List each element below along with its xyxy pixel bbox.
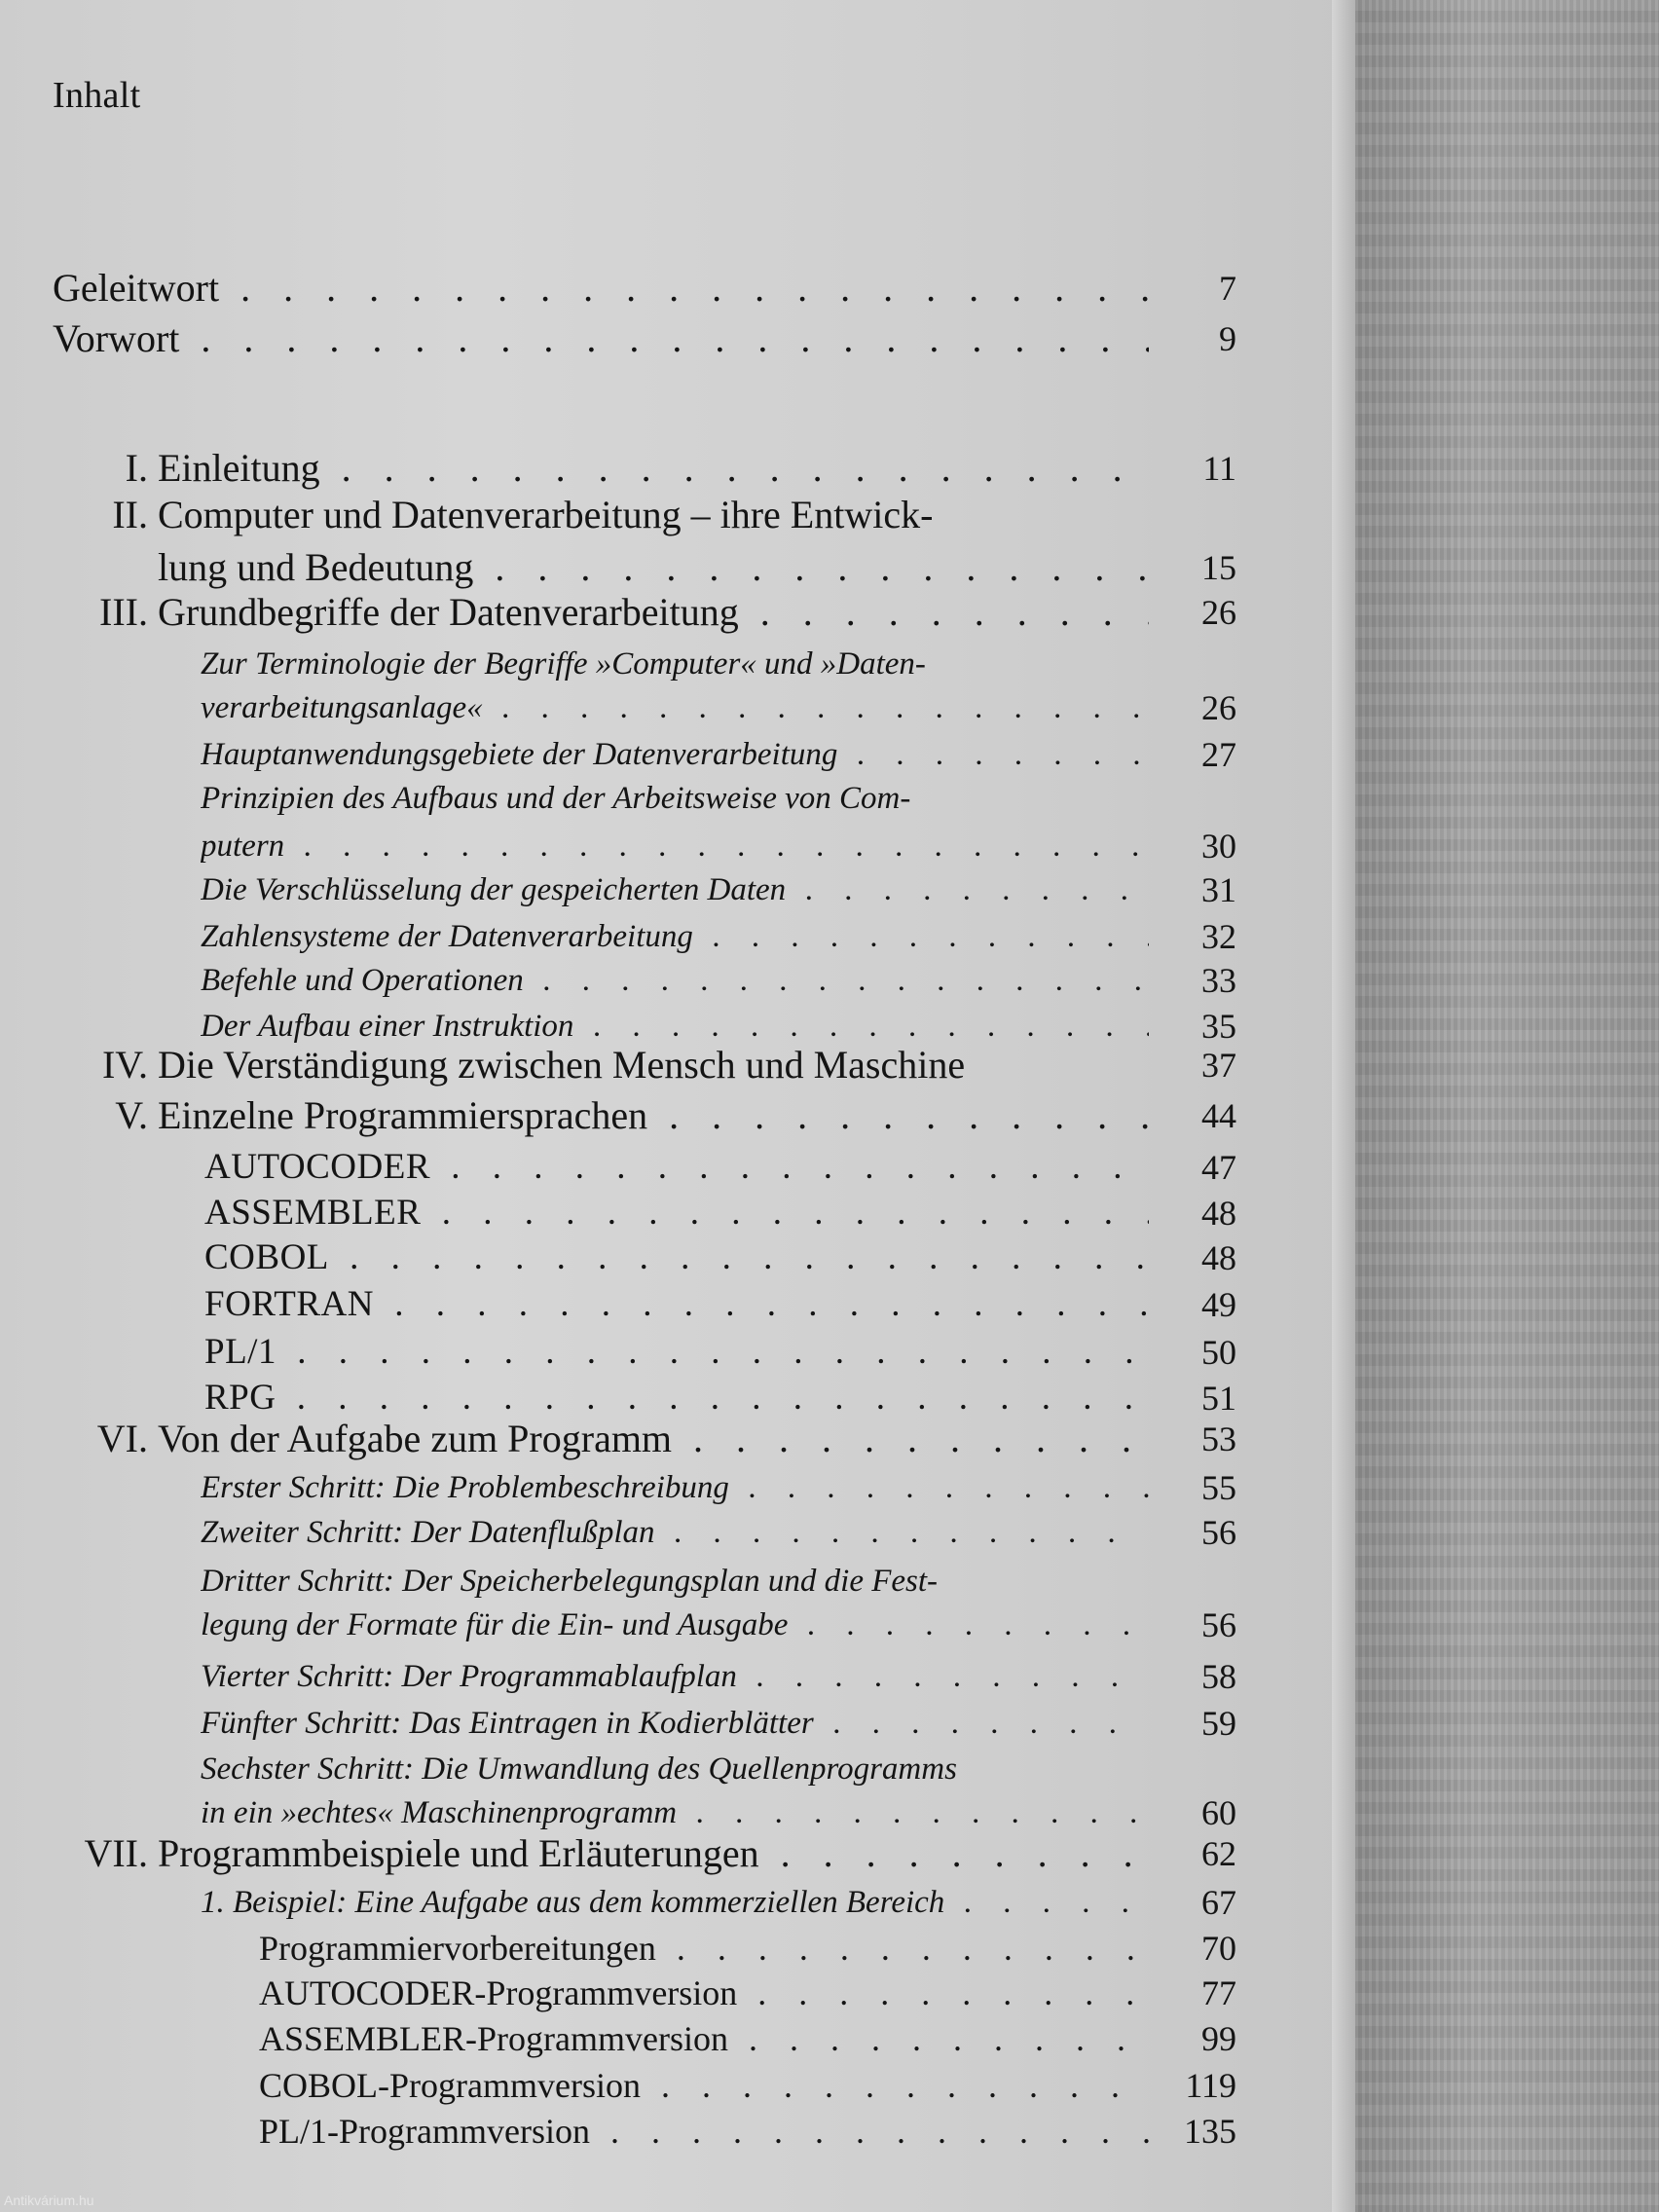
page-number: 9: [1219, 319, 1236, 358]
chapter-number: V.: [115, 1093, 148, 1137]
entry-title: Programmbeispiele und Erläuterungen . . .: [158, 1830, 1149, 1877]
entry-title: lung und Bedeutung . . .: [158, 544, 1149, 591]
page-number: 7: [1219, 269, 1236, 308]
toc-entry: [0, 775, 1355, 822]
entry-title: putern . . .: [201, 823, 1149, 869]
entry-title: COBOL-Programmversion . . .: [259, 2062, 1149, 2109]
entry-title: Die Verständigung zwischen Mensch und Maschine: [158, 1043, 966, 1087]
chapter-number: VI.: [96, 1417, 148, 1460]
toc-entry: [0, 2015, 1355, 2062]
toc-entry: [0, 544, 1355, 591]
background-surface: [1355, 0, 1659, 2212]
toc-entry: [0, 445, 1355, 492]
chapter-number: II.: [112, 493, 148, 536]
toc-entry: [0, 1092, 1355, 1139]
toc-entry: [0, 1042, 1355, 1088]
page-number: 32: [1201, 917, 1236, 956]
page-number: 59: [1201, 1704, 1236, 1743]
toc-entry: [0, 866, 1355, 913]
toc-entry: [0, 1789, 1355, 1836]
entry-title: Vorwort . . .: [53, 315, 1149, 362]
entry-title: in ein »echtes« Maschinenprogramm . . .: [201, 1789, 1149, 1836]
entry-title: Zahlensysteme der Datenverarbeitung . . .: [201, 913, 1149, 960]
toc-entry: [0, 1375, 1355, 1421]
page-number: 56: [1201, 1513, 1236, 1552]
toc-entry: [0, 1830, 1355, 1877]
toc-entry: [0, 823, 1355, 869]
toc-entry: [0, 913, 1355, 960]
entry-title: PL/1-Programmversion . . .: [259, 2108, 1149, 2155]
toc-entry: [0, 1190, 1355, 1236]
page-number: 27: [1201, 735, 1236, 774]
page-number: 48: [1201, 1238, 1236, 1277]
page-number: 31: [1201, 870, 1236, 909]
page-number: 56: [1201, 1605, 1236, 1644]
entry-title: Zweiter Schritt: Der Datenflußplan . . .: [201, 1509, 1149, 1556]
toc-entry: [0, 957, 1355, 1004]
chapter-number: III.: [99, 590, 148, 634]
toc-entry: [0, 1925, 1355, 1972]
page-number: 62: [1201, 1834, 1236, 1873]
page-number: 70: [1201, 1929, 1236, 1968]
page-title: Inhalt: [53, 75, 141, 116]
entry-title: AUTOCODER . . .: [204, 1144, 1149, 1191]
toc-entry: [0, 492, 1355, 538]
toc-entry: [0, 1329, 1355, 1376]
toc-entry: [0, 1558, 1355, 1604]
entry-title: ASSEMBLER-Programmversion . . .: [259, 2015, 1149, 2062]
toc-entry: [0, 641, 1355, 687]
chapter-number: IV.: [101, 1043, 148, 1087]
entry-title: RPG . . .: [204, 1375, 1149, 1421]
toc-entry: [0, 1602, 1355, 1648]
page-number: 44: [1201, 1096, 1236, 1135]
page-number: 135: [1184, 2112, 1236, 2151]
entry-title: Zur Terminologie der Begriffe »Computer« und »Daten-: [201, 646, 926, 682]
entry-title: Programmiervorbereitungen . . .: [259, 1925, 1149, 1972]
entry-title: Einleitung . . .: [158, 445, 1149, 492]
page-number: 26: [1201, 593, 1236, 632]
page-number: 49: [1201, 1285, 1236, 1324]
page-number: 58: [1201, 1657, 1236, 1696]
entry-title: Einzelne Programmiersprachen . . .: [158, 1092, 1149, 1139]
toc-entry: [0, 2062, 1355, 2109]
entry-title: COBOL . . .: [204, 1235, 1149, 1281]
entry-title: Geleitwort . . .: [53, 265, 1149, 312]
entry-title: Sechster Schritt: Die Umwandlung des Quellenprogramms: [201, 1751, 957, 1787]
page-number: 26: [1201, 688, 1236, 727]
toc-entry: [0, 1416, 1355, 1462]
entry-title: AUTOCODER-Programmversion . . .: [259, 1970, 1149, 2016]
toc-entry: [0, 1281, 1355, 1328]
toc-entry: [0, 731, 1355, 778]
entry-title: verarbeitungsanlage« . . .: [201, 684, 1149, 731]
entry-title: Die Verschlüsselung der gespeicherten Daten . . .: [201, 866, 1149, 913]
toc-entry: [0, 589, 1355, 636]
toc-entry: [0, 2108, 1355, 2155]
page-number: 47: [1201, 1148, 1236, 1187]
page-number: 30: [1201, 827, 1236, 866]
toc-entry: [0, 1746, 1355, 1792]
page-number: 11: [1202, 449, 1236, 488]
entry-title: PL/1 . . .: [204, 1329, 1149, 1376]
toc-entry: [0, 1970, 1355, 2016]
toc-entry: [0, 265, 1355, 312]
watermark-text: Antikvárium.hu: [4, 2193, 94, 2208]
entry-title: Erster Schritt: Die Problembeschreibung . . .: [201, 1464, 1149, 1511]
entry-title: FORTRAN . . .: [204, 1281, 1149, 1328]
entry-title: Dritter Schritt: Der Speicherbelegungsplan und die Fest-: [201, 1564, 939, 1599]
toc-entry: [0, 684, 1355, 731]
page-number: 67: [1201, 1883, 1236, 1922]
chapter-number: I.: [125, 446, 148, 490]
entry-title: ASSEMBLER . . .: [204, 1190, 1149, 1236]
toc-entry: [0, 1700, 1355, 1747]
page-number: 60: [1201, 1793, 1236, 1832]
entry-title: Vierter Schritt: Der Programmablaufplan . . .: [201, 1653, 1149, 1700]
page-number: 55: [1201, 1468, 1236, 1507]
entry-title: Hauptanwendungsgebiete der Datenverarbeitung . . .: [201, 731, 1149, 778]
entry-title: Grundbegriffe der Datenverarbeitung . . .: [158, 589, 1149, 636]
page-number: 51: [1201, 1379, 1236, 1418]
entry-title: Computer und Datenverarbeitung – ihre Entwick-: [158, 493, 934, 536]
page-number: 48: [1201, 1194, 1236, 1233]
toc-entry: [0, 315, 1355, 362]
page-number: 99: [1201, 2019, 1236, 2058]
entry-title: Der Aufbau einer Instruktion . . .: [201, 1003, 1149, 1050]
toc-entry: [0, 1653, 1355, 1700]
toc-entry: [0, 1464, 1355, 1511]
toc-entry: [0, 1144, 1355, 1191]
entry-title: 1. Beispiel: Eine Aufgabe aus dem kommerziellen Bereich . . .: [201, 1879, 1149, 1926]
page-number: 50: [1201, 1333, 1236, 1372]
page-number: 77: [1201, 1973, 1236, 2012]
page-number: 53: [1201, 1419, 1236, 1458]
chapter-number: VII.: [84, 1831, 148, 1875]
entry-title: Von der Aufgabe zum Programm . . .: [158, 1416, 1149, 1462]
page-number: 37: [1201, 1046, 1236, 1085]
entry-title: Fünfter Schritt: Das Eintragen in Kodierblätter . . .: [201, 1700, 1149, 1747]
toc-entry: [0, 1879, 1355, 1926]
entry-title: Prinzipien des Aufbaus und der Arbeitsweise von Com-: [201, 781, 911, 816]
toc-entry: [0, 1235, 1355, 1281]
page-number: 119: [1185, 2066, 1236, 2105]
page-number: 33: [1201, 961, 1236, 1000]
toc-entry: [0, 1509, 1355, 1556]
entry-title: Befehle und Operationen . . .: [201, 957, 1149, 1004]
page-number: 35: [1201, 1007, 1236, 1046]
entry-title: legung der Formate für die Ein- und Ausgabe . . .: [201, 1602, 1149, 1648]
page-number: 15: [1201, 548, 1236, 587]
